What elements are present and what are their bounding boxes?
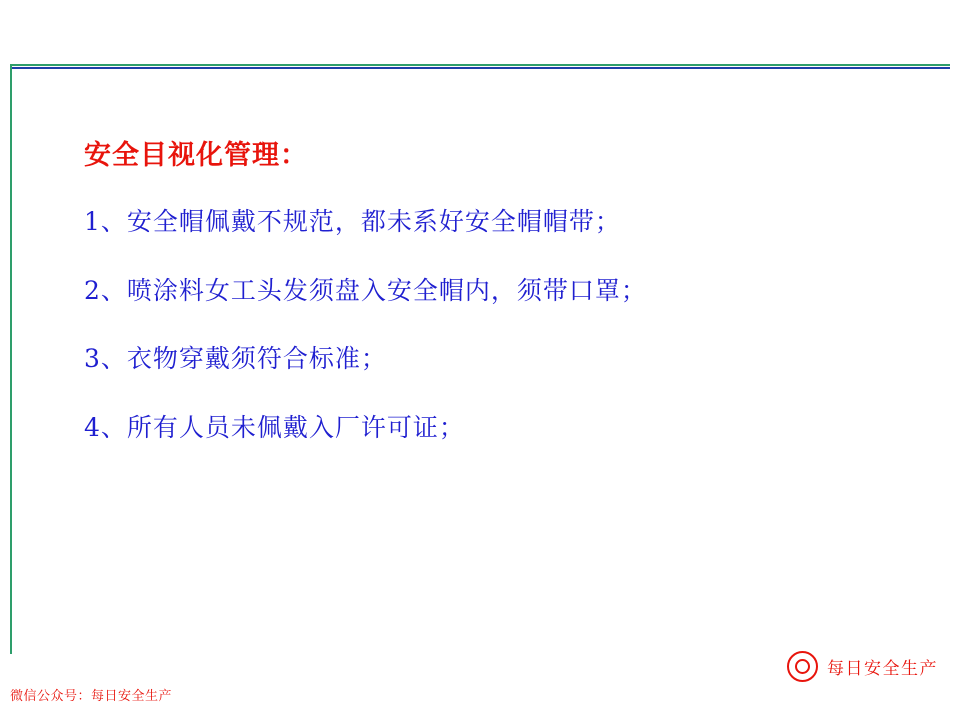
watermark-bottom-right (787, 651, 938, 682)
slide-heading: 安全目视化管理： (84, 140, 308, 171)
list-item: 2、喷涂料女工头发须盘入安全帽内，须带口罩； (84, 275, 647, 305)
list-item: 3、衣物穿戴须符合标准； (84, 344, 387, 374)
left-accent-bar (10, 64, 12, 654)
watermark-bottom-left: 微信公众号：每日安全生产 (10, 689, 173, 704)
wechat-account-logo-icon (787, 651, 818, 682)
list-item: 1、安全帽佩戴不规范，都未系好安全帽帽带； (84, 207, 621, 237)
top-divider-blue (10, 67, 950, 69)
list-item: 4、所有人员未佩戴入厂许可证； (84, 412, 465, 442)
slide-content (84, 140, 904, 480)
top-divider-green (10, 64, 950, 66)
watermark-bottom-right-label: 每日安全生产 (827, 659, 938, 679)
